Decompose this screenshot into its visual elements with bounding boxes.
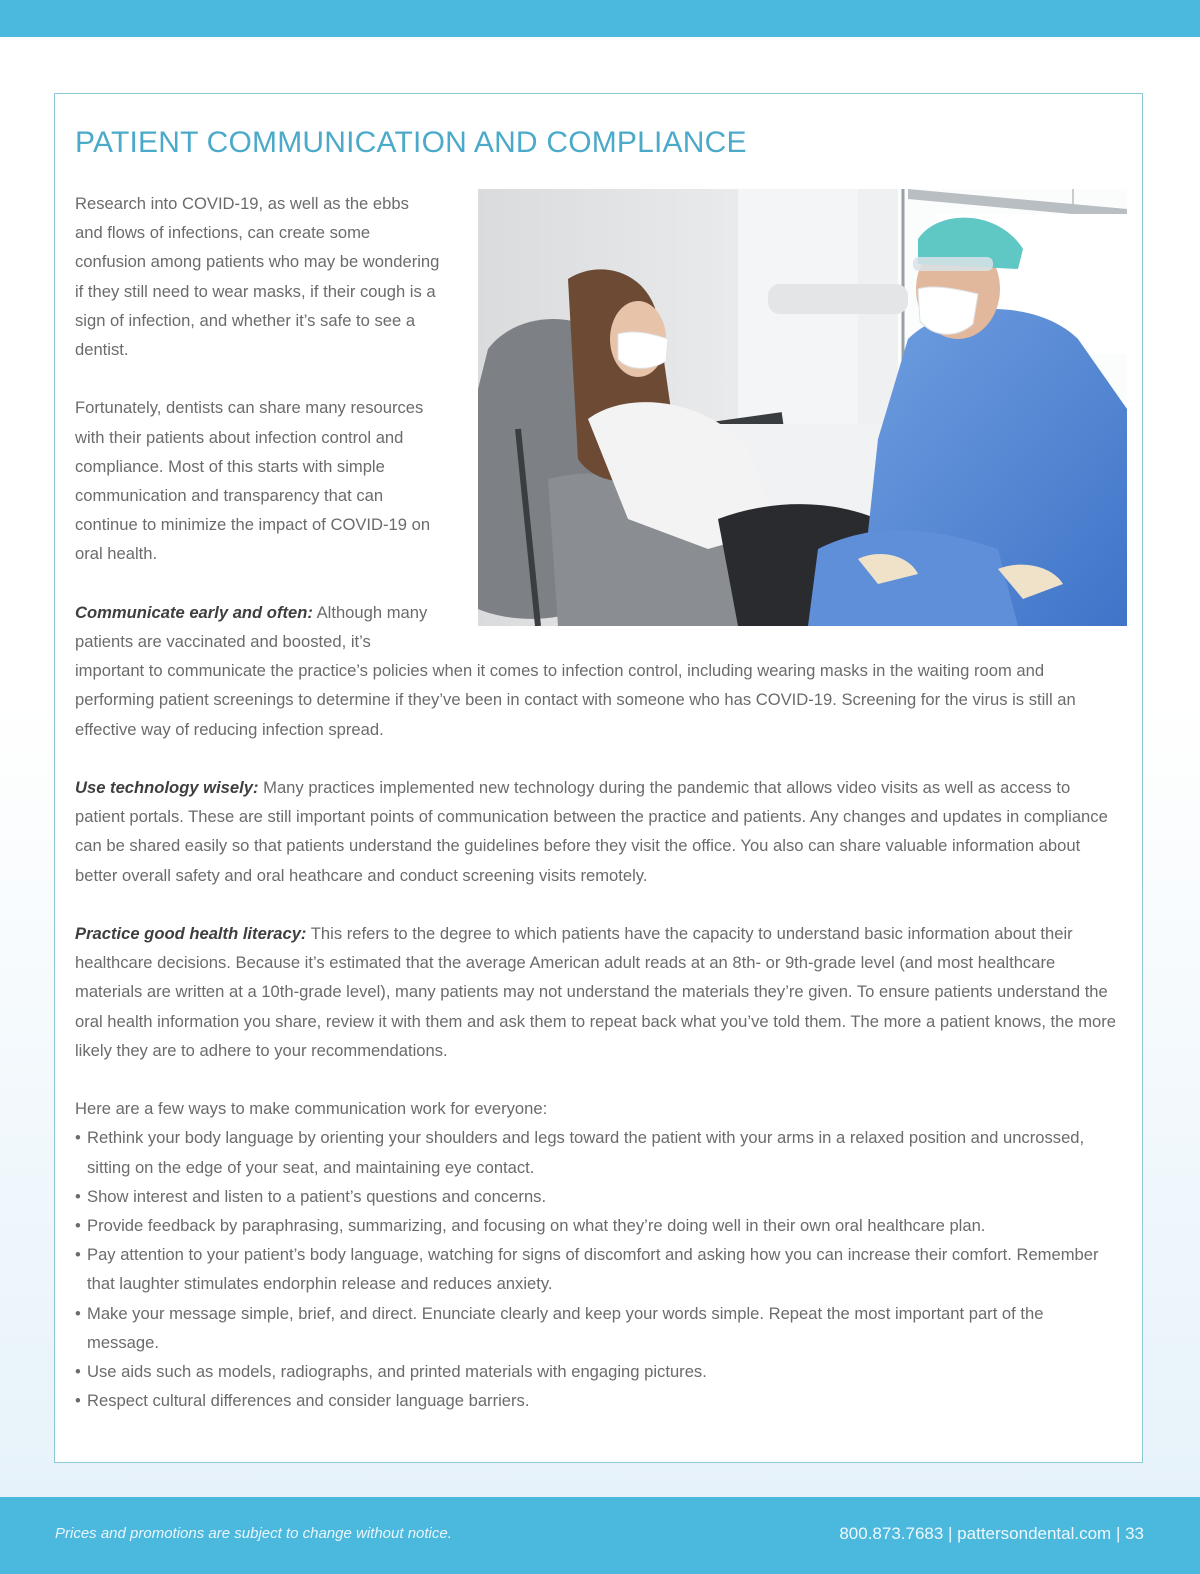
communicate-heading: Communicate early and often: [75, 602, 313, 622]
list-item: • Rethink your body language by orienting your shoulders and legs toward the patient with your arms in a relaxed position and uncrossed, sitting on the edge of your seat, and maintaining eye contact. [75, 1123, 1117, 1181]
list-item: • Use aids such as models, radiographs, and printed materials with engaging pictures. [75, 1357, 1117, 1386]
technology-text: Many practices implemented new technology during the pandemic that allows video visits as well as access to patient portals. These are still important points of communication between the practice and patients. Any changes and updates in compliance can be shared easily so that patients understand the guidelines before they visit the office. You also can share valuable information about better overall safety and oral heathcare and conduct screening visits remotely. [75, 778, 1108, 885]
tips-list [75, 1123, 1117, 1415]
page-title: PATIENT COMMUNICATION AND COMPLIANCE [75, 126, 747, 159]
list-item: • Show interest and listen to a patient’s questions and concerns. [75, 1182, 1117, 1211]
technology-paragraph [75, 773, 1117, 890]
article-body [75, 189, 1117, 1415]
ways-lead: Here are a few ways to make communication work for everyone: [75, 1099, 548, 1119]
list-item: • Provide feedback by paraphrasing, summarizing, and focusing on what they’re doing well in their own oral healthcare plan. [75, 1211, 1117, 1240]
footer-contact: 800.873.7683 | pattersondental.com | 33 [839, 1524, 1144, 1543]
top-header-bar [0, 0, 1200, 37]
footer-disclaimer: Prices and promotions are subject to change without notice. [55, 1525, 452, 1542]
fortunately-paragraph: Fortunately, dentists can share many resources with their patients about infection control and compliance. Most of this starts with simple communication and transparency that can continue to minimize the impact of COVID-19 on oral health. [75, 398, 431, 564]
list-item: • Pay attention to your patient’s body language, watching for signs of discomfort and asking how you can increase their comfort. Remember that laughter stimulates endorphin release and reduces anxiety. [75, 1240, 1117, 1298]
intro-paragraph: Research into COVID-19, as well as the ebbs and flows of infections, can create some confusion among patients who may be wondering if they still need to wear masks, if their cough is a sign of infection, and whether it’s safe to see a dentist. [75, 194, 440, 360]
communicate-text: Although many patients are vaccinated and boosted, it’s important to communicate the practice’s policies when it comes to infection control, including wearing masks in the waiting room and performing patient screenings to determine if they’ve been in contact with someone who has COVID-19. Screening for the virus is still an effective way of reducing infection spread. [75, 602, 1076, 739]
literacy-text: This refers to the degree to which patients have the capacity to understand basic information about their healthcare decisions. Because it’s estimated that the average American adult reads at an 8th- or 9th-grade level (and most healthcare materials are written at a 10th-grade level), many patients may not understand the materials they’re given. To ensure patients understand the oral health information you share, review it with them and ask them to repeat back what you’ve told them. The more a patient knows, the more likely they are to adhere to your recommendations. [75, 924, 1117, 1060]
list-item: • Make your message simple, brief, and direct. Enunciate clearly and keep your words simple. Repeat the most important part of the message. [75, 1299, 1117, 1357]
literacy-heading: Practice good health literacy: [75, 924, 307, 944]
technology-heading: Use technology wisely: [75, 778, 259, 798]
article-card [54, 93, 1143, 1463]
page-footer [0, 1497, 1200, 1574]
dentist-patient-photo [478, 189, 1127, 626]
literacy-paragraph [75, 919, 1117, 1065]
list-item: • Respect cultural differences and consider language barriers. [75, 1386, 1117, 1415]
